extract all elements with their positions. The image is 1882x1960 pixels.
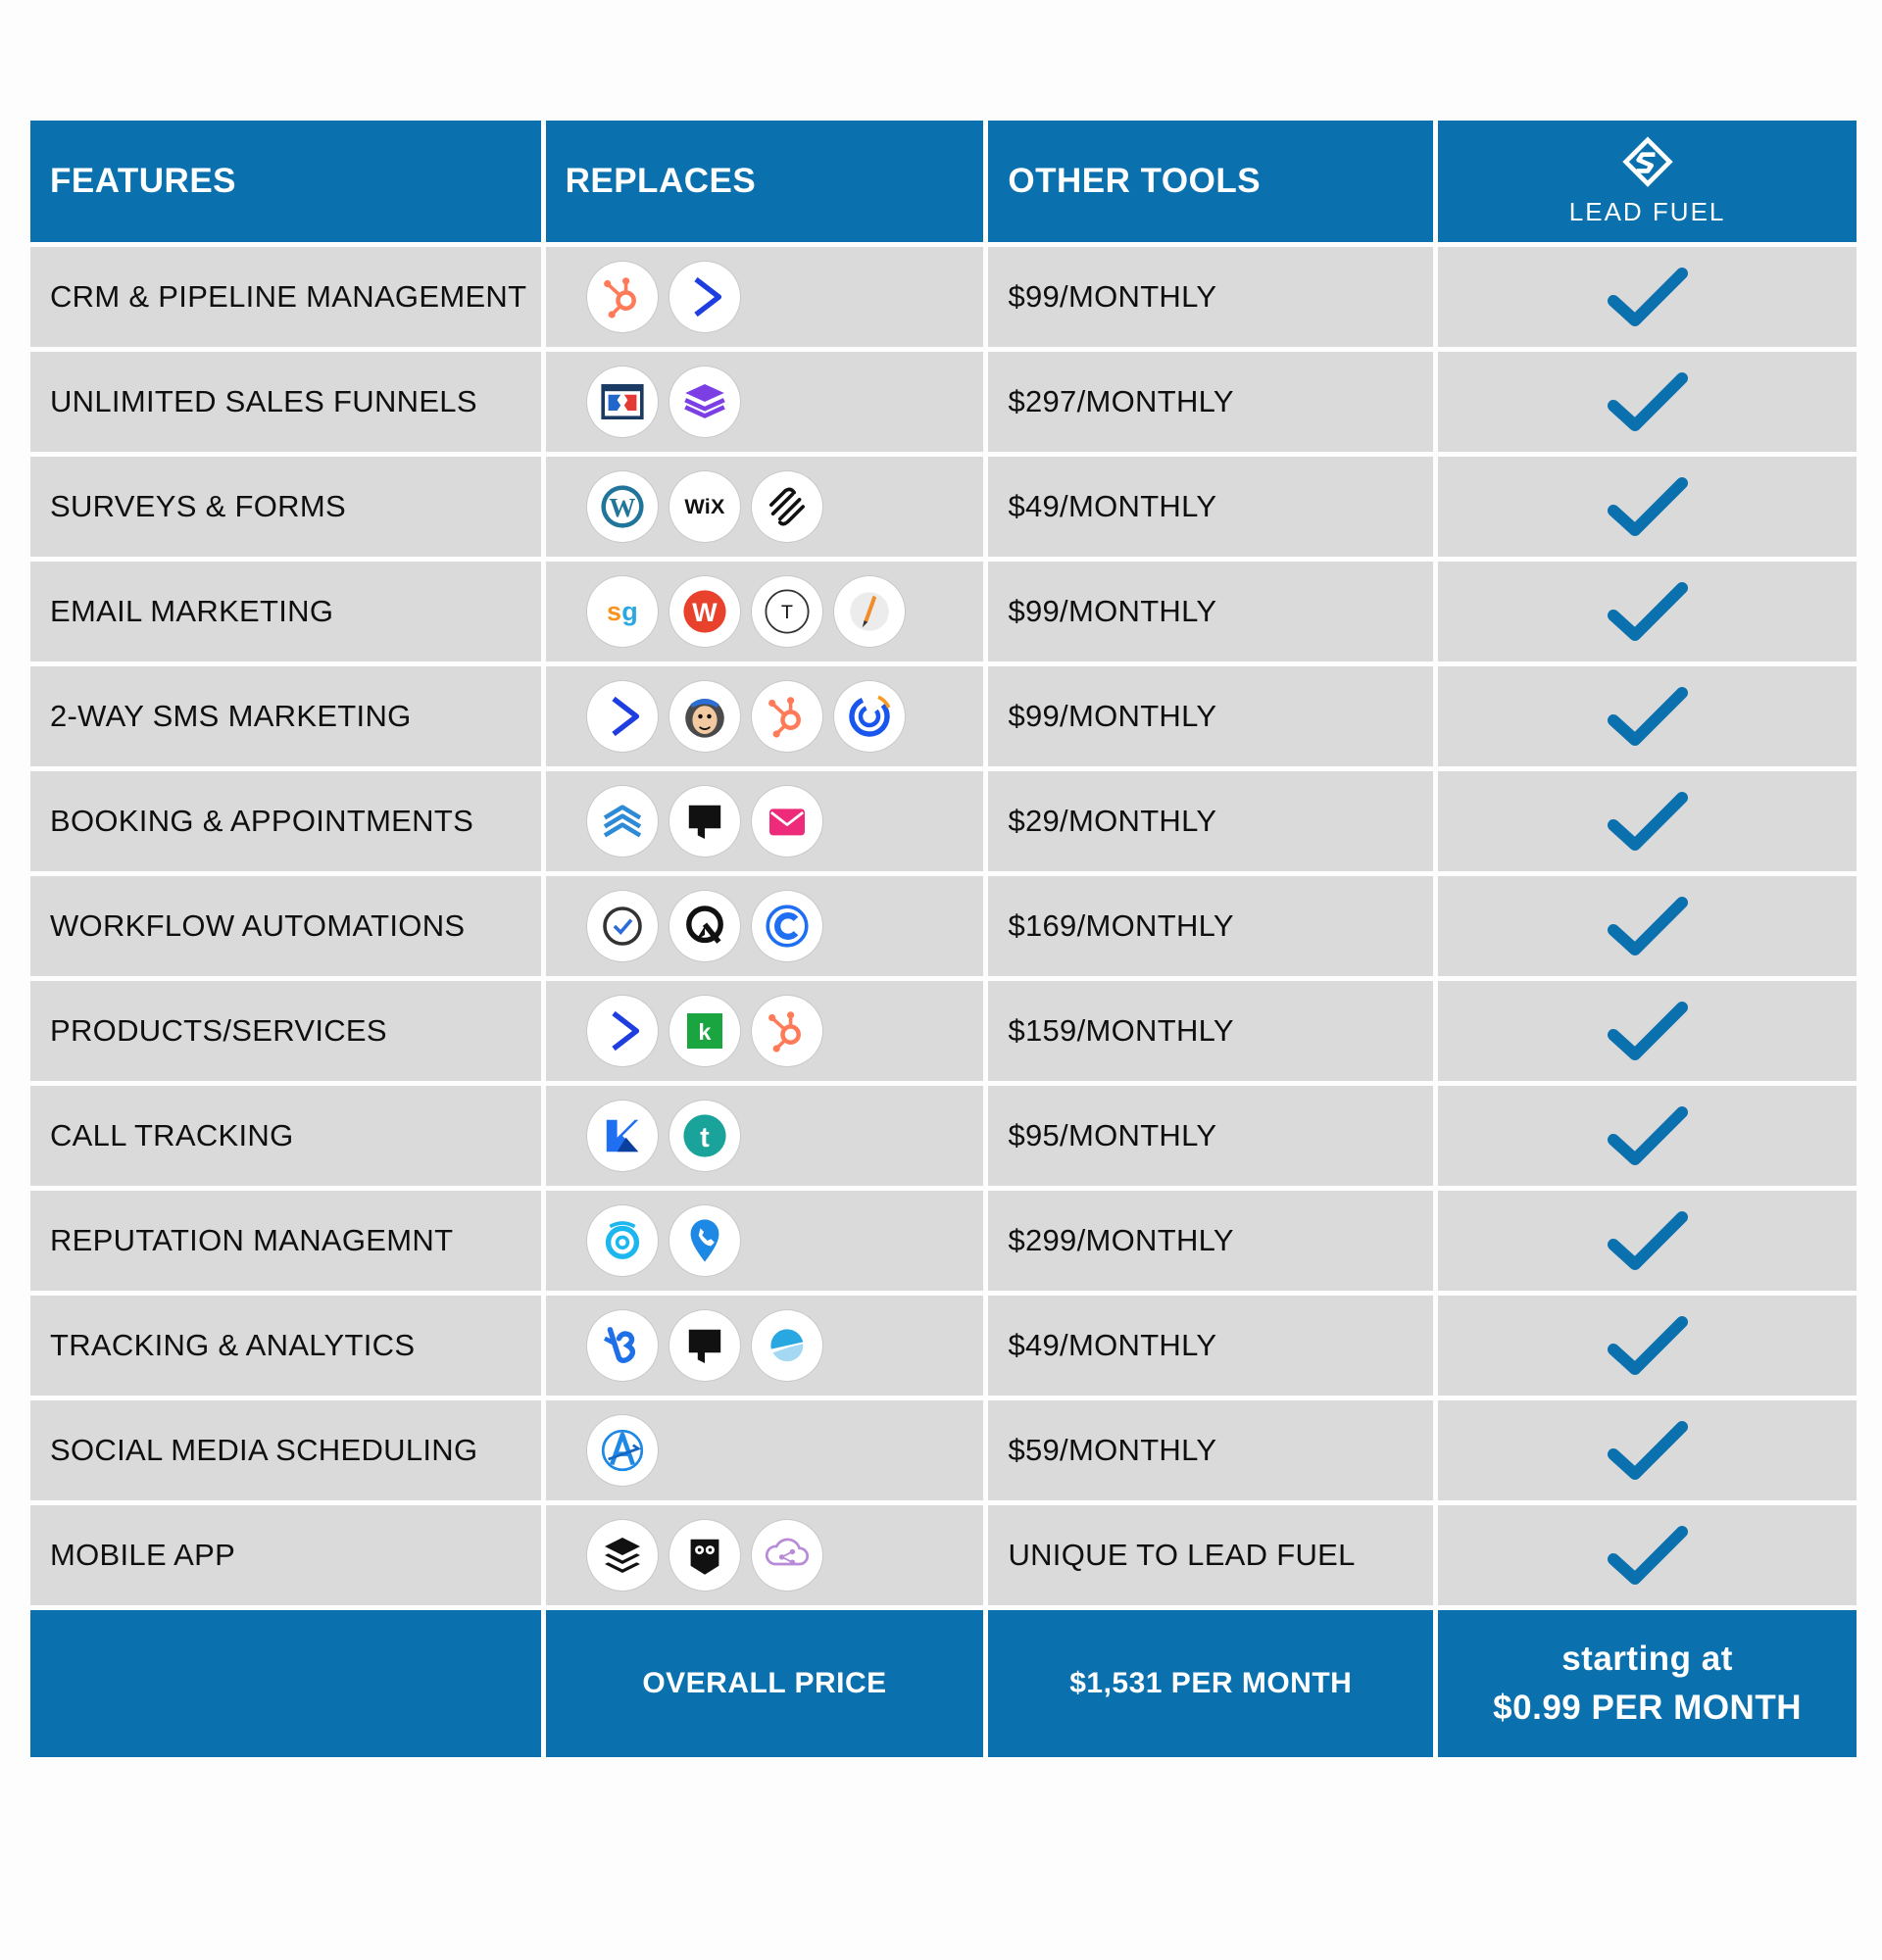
tool-price: $159/MONTHLY xyxy=(988,981,1433,1081)
replaced-tools xyxy=(546,562,984,662)
hubspot-logo-icon xyxy=(752,996,822,1066)
cloud-share-logo-icon xyxy=(752,1520,822,1591)
checkmark-icon xyxy=(1608,266,1688,328)
lead-fuel-included xyxy=(1438,247,1857,347)
svg-text:W: W xyxy=(691,597,718,627)
feature-row xyxy=(30,352,1857,452)
k-logo-icon xyxy=(587,1101,658,1171)
replaced-tools xyxy=(546,1086,984,1186)
feature-rows xyxy=(30,247,1857,1605)
kajabi-logo-icon xyxy=(669,996,740,1066)
tool-price: $297/MONTHLY xyxy=(988,352,1433,452)
replaced-tools xyxy=(546,1400,984,1500)
activecampaign-logo-icon xyxy=(669,262,740,332)
feature-row xyxy=(30,876,1857,976)
replaced-tools xyxy=(546,666,984,766)
tool-price: $59/MONTHLY xyxy=(988,1400,1433,1500)
replaced-tools xyxy=(546,876,984,976)
svg-text:sg: sg xyxy=(606,597,638,626)
feature-name: CRM & PIPELINE MANAGEMENT xyxy=(30,247,541,347)
ring-logo-icon xyxy=(587,1205,658,1276)
tool-price: $49/MONTHLY xyxy=(988,457,1433,557)
replaced-tools xyxy=(546,1505,984,1605)
lead-fuel-included xyxy=(1438,457,1857,557)
wordpress-logo-icon xyxy=(587,471,658,542)
flag-logo-icon xyxy=(669,1310,740,1381)
replaced-tools xyxy=(546,247,984,347)
replaced-tools xyxy=(546,981,984,1081)
half-circle-logo-icon xyxy=(752,1310,822,1381)
a-arrow-logo-icon xyxy=(587,1415,658,1486)
replaced-tools xyxy=(546,1191,984,1291)
comparison-table xyxy=(30,121,1857,1757)
replaced-tools xyxy=(546,457,984,557)
lead-fuel-included xyxy=(1438,1086,1857,1186)
feature-row xyxy=(30,1296,1857,1396)
feature-name: REPUTATION MANAGEMNT xyxy=(30,1191,541,1291)
constant-contact-logo-icon xyxy=(834,681,905,752)
check-circle-logo-icon xyxy=(587,891,658,961)
feature-name: PRODUCTS/SERVICES xyxy=(30,981,541,1081)
feature-name: SOCIAL MEDIA SCHEDULING xyxy=(30,1400,541,1500)
header-replaces: REPLACES xyxy=(546,121,984,242)
lead-fuel-included xyxy=(1438,562,1857,662)
other-tools-total: $1,531 PER MONTH xyxy=(988,1610,1433,1757)
feature-row xyxy=(30,1400,1857,1500)
wufoo-logo-icon xyxy=(669,576,740,647)
lead-fuel-included xyxy=(1438,981,1857,1081)
hubspot-logo-icon xyxy=(752,681,822,752)
checkmark-icon xyxy=(1608,370,1688,433)
replaced-tools xyxy=(546,352,984,452)
feature-name: SURVEYS & FORMS xyxy=(30,457,541,557)
tool-price: $29/MONTHLY xyxy=(988,771,1433,871)
checkmark-icon xyxy=(1608,1104,1688,1167)
svg-text:k: k xyxy=(697,1019,712,1045)
feature-row xyxy=(30,247,1857,347)
tool-price: UNIQUE TO LEAD FUEL xyxy=(988,1505,1433,1605)
feature-row xyxy=(30,1191,1857,1291)
checkmark-icon xyxy=(1608,1209,1688,1272)
feature-name: UNLIMITED SALES FUNNELS xyxy=(30,352,541,452)
feature-name: CALL TRACKING xyxy=(30,1086,541,1186)
checkmark-icon xyxy=(1608,685,1688,748)
squarespace-logo-icon xyxy=(752,471,822,542)
lead-fuel-included xyxy=(1438,1191,1857,1291)
checkmark-icon xyxy=(1608,1314,1688,1377)
jotform-logo-icon xyxy=(834,576,905,647)
checkmark-icon xyxy=(1608,895,1688,957)
buffer-logo-icon xyxy=(587,1520,658,1591)
q-logo-icon xyxy=(669,891,740,961)
svg-text:W: W xyxy=(608,492,636,522)
tool-price: $99/MONTHLY xyxy=(988,247,1433,347)
swirl-b-logo-icon xyxy=(587,1310,658,1381)
hubspot-logo-icon xyxy=(587,262,658,332)
chevrons-logo-icon xyxy=(587,786,658,857)
feature-row xyxy=(30,981,1857,1081)
t-logo-icon xyxy=(669,1101,740,1171)
lead-fuel-wordmark: LEAD FUEL xyxy=(1568,196,1726,226)
lead-fuel-included xyxy=(1438,1400,1857,1500)
tool-price: $99/MONTHLY xyxy=(988,666,1433,766)
checkmark-icon xyxy=(1608,1000,1688,1062)
svg-text:T: T xyxy=(780,602,793,624)
svg-text:t: t xyxy=(699,1121,710,1153)
lead-fuel-included xyxy=(1438,352,1857,452)
tool-price: $169/MONTHLY xyxy=(988,876,1433,976)
envelope-logo-icon xyxy=(752,786,822,857)
feature-name: 2-WAY SMS MARKETING xyxy=(30,666,541,766)
overall-price-label: OVERALL PRICE xyxy=(546,1610,984,1757)
header-features: FEATURES xyxy=(30,121,541,242)
checkmark-icon xyxy=(1608,580,1688,643)
header-other-tools: OTHER TOOLS xyxy=(988,121,1433,242)
lead-fuel-price-line1: starting at xyxy=(1561,1640,1733,1678)
header-lead-fuel xyxy=(1438,121,1857,242)
lead-fuel-price xyxy=(1438,1610,1857,1757)
checkmark-icon xyxy=(1608,1524,1688,1587)
feature-name: EMAIL MARKETING xyxy=(30,562,541,662)
lead-fuel-price-line2: $0.99 PER MONTH xyxy=(1493,1689,1802,1727)
feature-row xyxy=(30,1086,1857,1186)
checkmark-icon xyxy=(1608,1419,1688,1482)
tool-price: $99/MONTHLY xyxy=(988,562,1433,662)
feature-name: TRACKING & ANALYTICS xyxy=(30,1296,541,1396)
checkmark-icon xyxy=(1608,790,1688,853)
tool-price: $299/MONTHLY xyxy=(988,1191,1433,1291)
header-row xyxy=(30,121,1857,242)
flag-logo-icon xyxy=(669,786,740,857)
hootsuite-logo-icon xyxy=(669,1520,740,1591)
feature-name: BOOKING & APPOINTMENTS xyxy=(30,771,541,871)
pin-phone-logo-icon xyxy=(669,1205,740,1276)
lead-fuel-included xyxy=(1438,771,1857,871)
lead-fuel-included xyxy=(1438,666,1857,766)
feature-row xyxy=(30,771,1857,871)
activecampaign-logo-icon xyxy=(587,996,658,1066)
feature-row xyxy=(30,666,1857,766)
wix-logo-icon xyxy=(669,471,740,542)
feature-name: MOBILE APP xyxy=(30,1505,541,1605)
feature-row xyxy=(30,562,1857,662)
clickfunnels-logo-icon xyxy=(587,367,658,437)
activecampaign-logo-icon xyxy=(587,681,658,752)
calendly-logo-icon xyxy=(752,891,822,961)
tool-price: $49/MONTHLY xyxy=(988,1296,1433,1396)
surveygizmo-logo-icon xyxy=(587,576,658,647)
mailchimp-logo-icon xyxy=(669,681,740,752)
feature-name: WORKFLOW AUTOMATIONS xyxy=(30,876,541,976)
replaced-tools xyxy=(546,771,984,871)
lead-fuel-included xyxy=(1438,1296,1857,1396)
lead-fuel-logo-icon xyxy=(1620,136,1675,191)
feature-row xyxy=(30,1505,1857,1605)
typeform-logo-icon xyxy=(752,576,822,647)
lead-fuel-included xyxy=(1438,876,1857,976)
checkmark-icon xyxy=(1608,475,1688,538)
replaced-tools xyxy=(546,1296,984,1396)
footer-row xyxy=(30,1610,1857,1757)
svg-text:WiX: WiX xyxy=(683,494,725,519)
feature-row xyxy=(30,457,1857,557)
lead-fuel-included xyxy=(1438,1505,1857,1605)
layers-logo-icon xyxy=(669,367,740,437)
footer-empty-cell xyxy=(30,1610,541,1757)
tool-price: $95/MONTHLY xyxy=(988,1086,1433,1186)
